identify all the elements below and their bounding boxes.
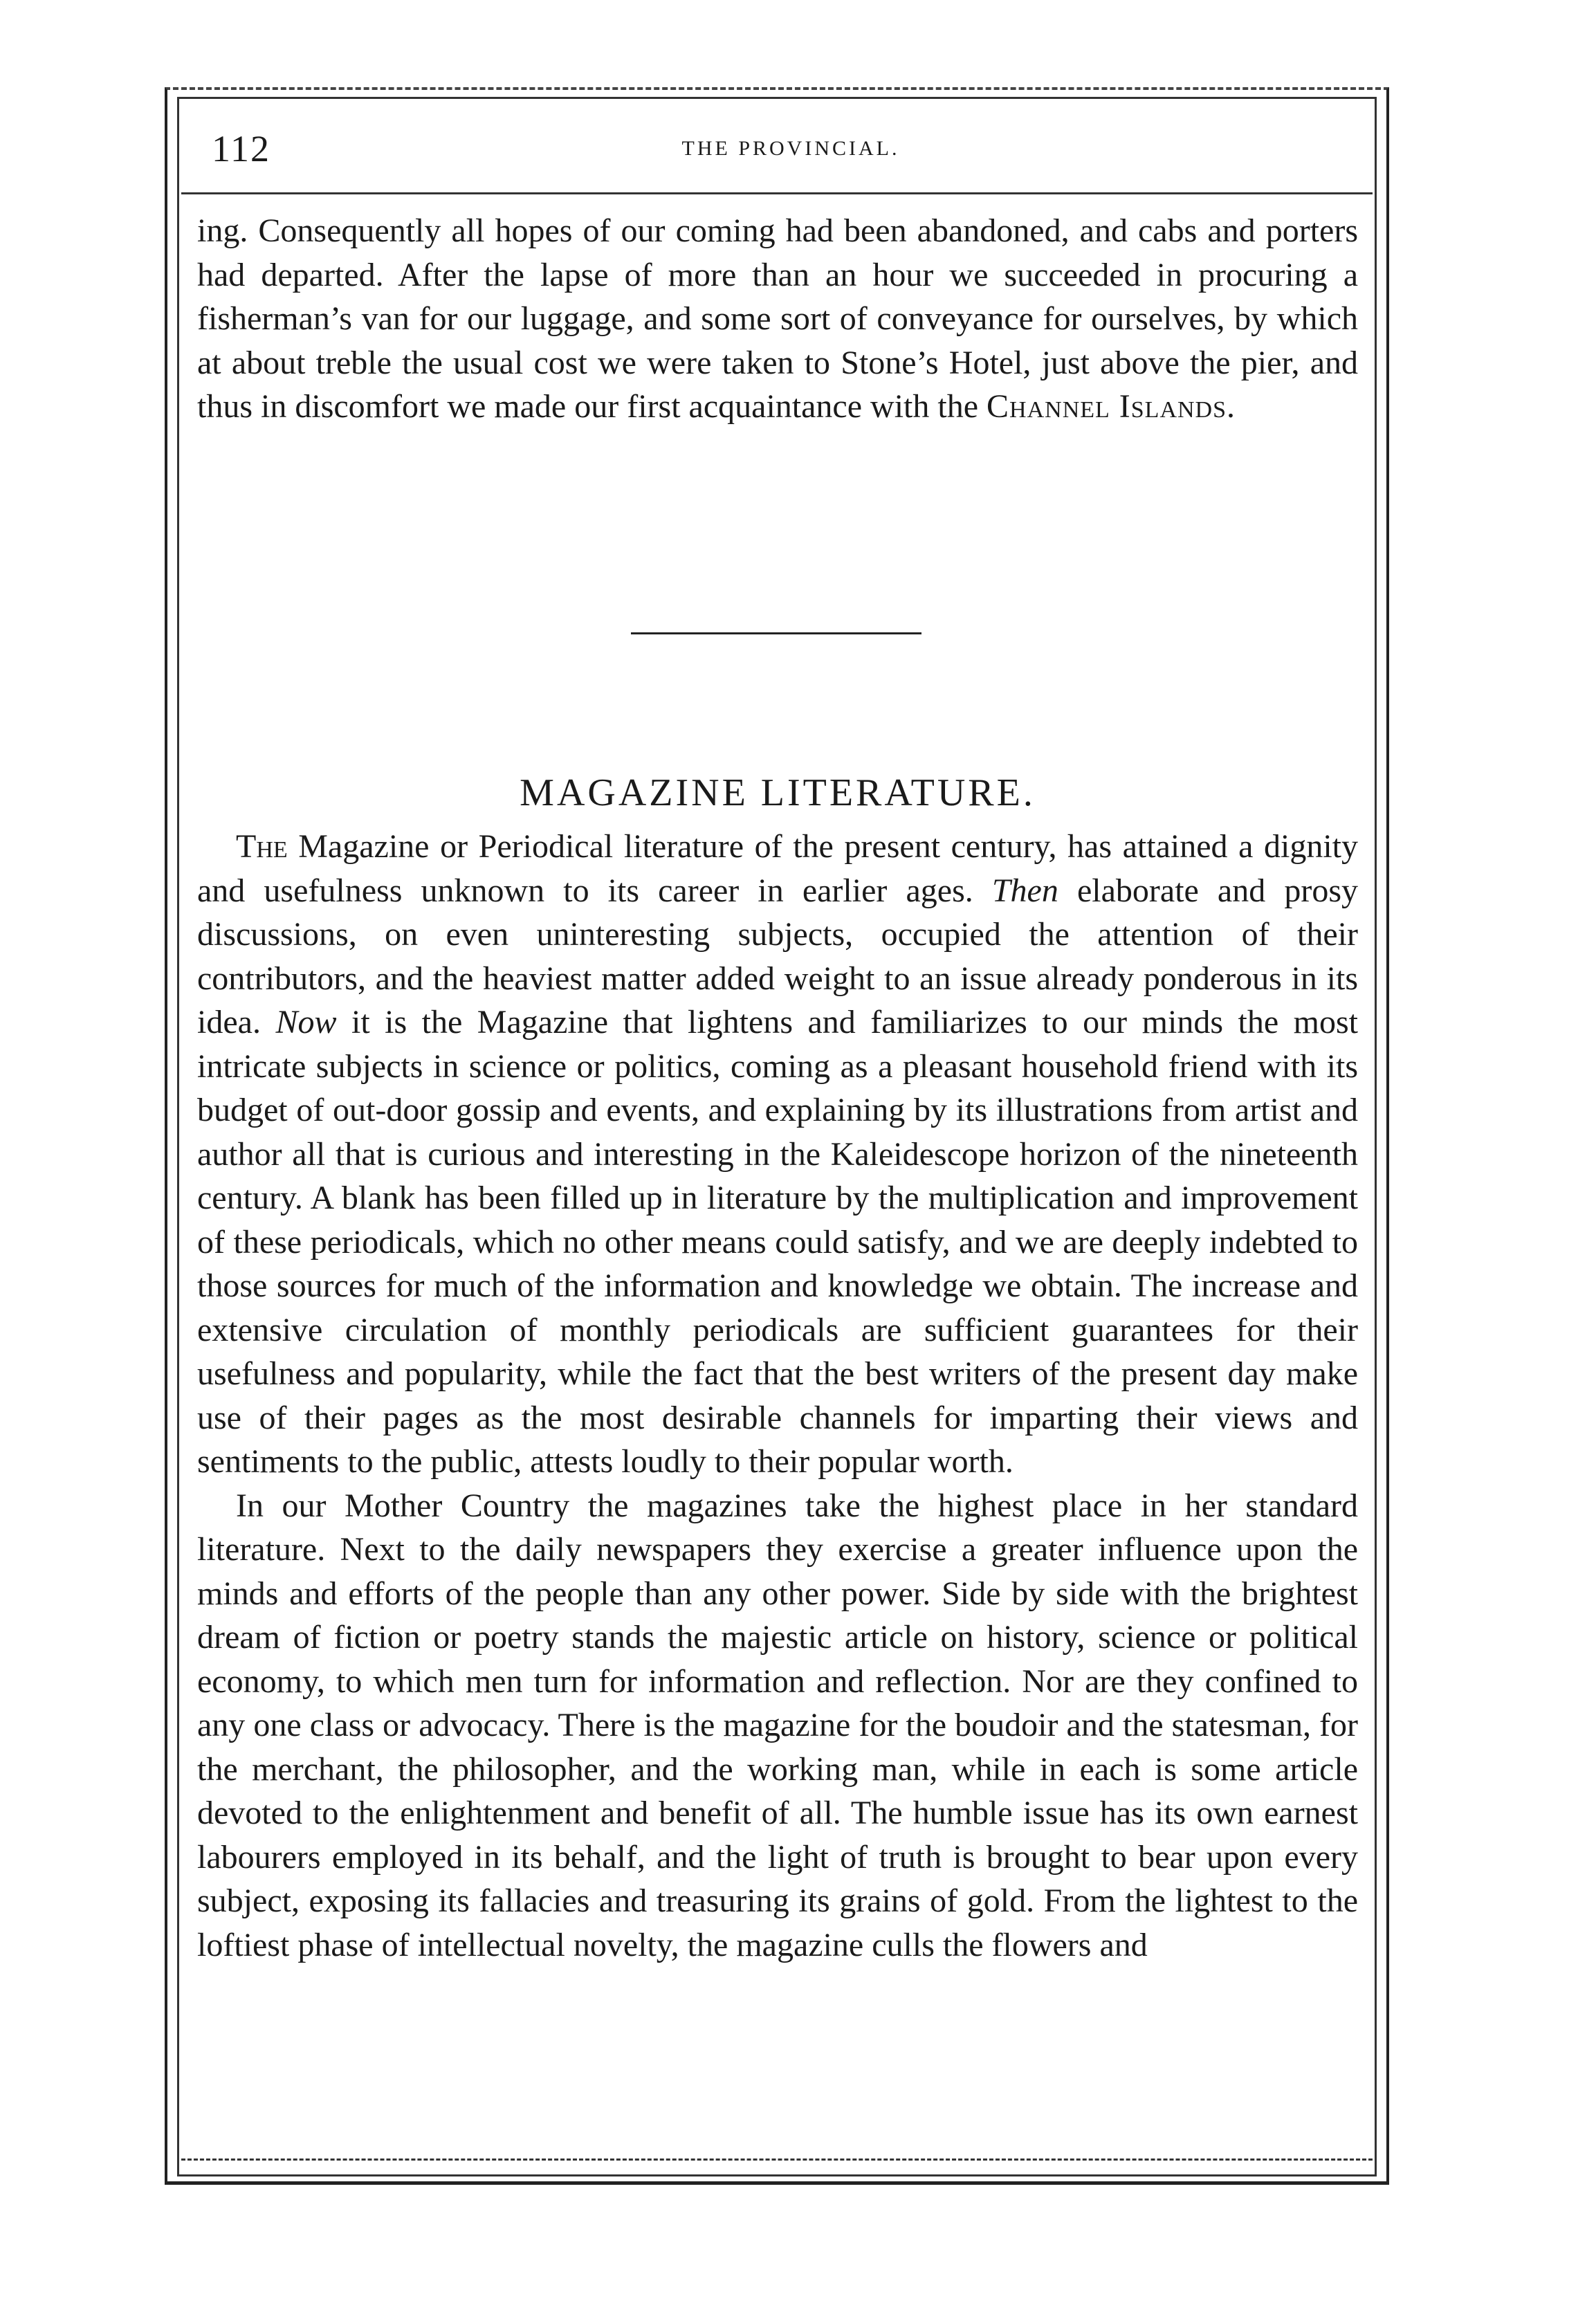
header-rule [181, 192, 1373, 194]
footer-rule [181, 2158, 1373, 2161]
emphasis-now: Now [275, 1004, 337, 1041]
paragraph-1-part-3: it is the Magazine that lightens and familiarizes to our minds the most intricate subjects in science or politics, coming as a pleasant household friend with its budget of out-door gossip and events, and explaining by its illustrations from artist and author all that is curious and interesting in the Kaleidescope horizon of the nineteenth century. A blank has been filled up in literature by the multiplication and improvement of these periodicals, which no other means could satisfy, and we are deeply indebted to those sources for much of the information and knowledge we obtain. The increase and extensive circulation of monthly periodicals are sufficient guarantees for their usefulness and popularity, while the fact that the best writers of the present day make use of their pages as the most desirable channels for imparting their views and sentiments to the public, attests loudly to their popular worth. [197, 1004, 1359, 1480]
article-body [197, 825, 1358, 1967]
emphasis-then: Then [991, 872, 1058, 909]
page-number: 112 [212, 128, 270, 169]
continuation-paragraph [197, 209, 1358, 429]
section-divider [631, 632, 921, 634]
article-paragraph-2: In our Mother Country the magazines take the highest place in her standard literature. Next to the daily newspapers they exercise a greater influence upon the minds and efforts of the people than any other power. Side by side with the brightest dream of fiction or poetry stands the majestic article on history, science or political economy, to which men turn for information and reflection. Nor are they confined to any one class or advocacy. There is the magazine for the boudoir and the statesman, for the merchant, the philosopher, and the working man, while in each is some article devoted to the enlightenment and benefit of all. The humble issue has its own earnest labourers employed in its behalf, and the light of truth is brought to bear upon every subject, exposing its fallacies and treasuring its grains of gold. From the lightest to the loftiest phase of intellectual novelty, the magazine culls the flowers and [197, 1487, 1358, 1963]
running-title: THE PROVINCIAL. [681, 137, 900, 160]
paragraph-1-part-2: elaborate and prosy discussions, on even uninteresting subjects, occupied the attention of their contributors, and the heaviest matter added weight to an issue already ponderous in its idea. [197, 872, 1358, 1041]
article-paragraph-1 [197, 825, 1358, 1484]
channel-islands-smallcaps: Channel Islands [987, 388, 1227, 425]
continuation-end: . [1227, 388, 1236, 425]
continuation-text [197, 209, 1358, 429]
article-title: MAGAZINE LITERATURE. [520, 771, 1036, 814]
paragraph-1-part-1: Magazine or Periodical literature of the present century, has attained a dignity and usefulness unknown to its career in earlier ages. [197, 828, 1358, 909]
lead-word: The [236, 828, 288, 865]
running-head [177, 118, 1377, 180]
continuation-body: ing. Consequently all hopes of our coming had been abandoned, and cabs and porters had departed. After the lapse of more than an hour we succeeded in procuring a fisherman’s van for our luggage, and some sort of conveyance for ourselves, by which at about treble the usual cost we were taken to Stone’s Hotel, just above the pier, and thus in discomfort we made our first acquaintance with the [197, 212, 1358, 425]
